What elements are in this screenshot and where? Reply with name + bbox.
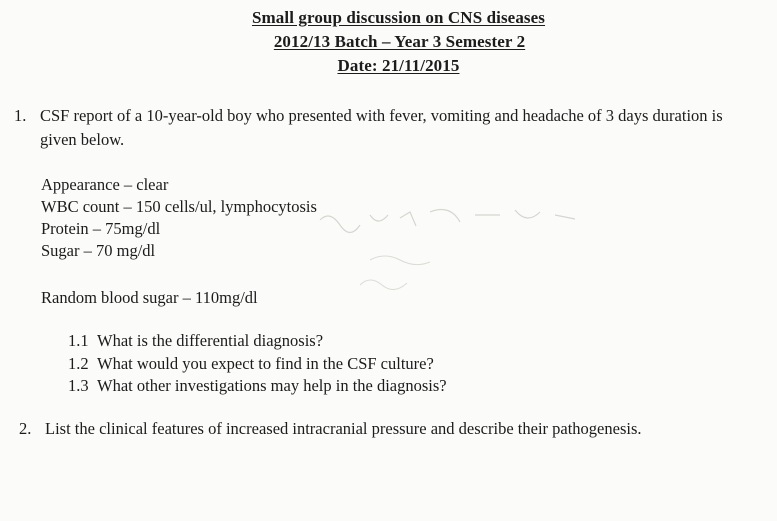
batch-line: 2012/13 Batch – Year 3 Semester 2 (273, 32, 526, 51)
subquestion-1-3 (68, 375, 447, 398)
subquestion-1-2 (68, 353, 447, 376)
finding-protein: Protein – 75mg/dl (41, 219, 161, 238)
question-1-number: 1. (14, 106, 27, 125)
subquestion-number: 1.2 (68, 353, 89, 373)
subquestions-list (68, 330, 447, 398)
bleed-through-marks (300, 200, 600, 300)
subquestion-text: What would you expect to find in the CSF culture? (97, 353, 434, 373)
title-line: Small group discussion on CNS diseases (251, 8, 546, 27)
subquestion-text: What other investigations may help in the diagnosis? (97, 376, 447, 395)
subquestion-number: 1.3 (68, 376, 89, 395)
finding-wbc-count: WBC count – 150 cells/ul, lymphocytosis (41, 197, 317, 216)
random-blood-sugar: Random blood sugar – 110mg/dl (41, 288, 258, 307)
question-2 (19, 417, 642, 441)
csf-findings (41, 174, 317, 262)
question-2-number: 2. (19, 419, 32, 438)
date-line: Date: 21/11/2015 (337, 56, 460, 75)
finding-appearance: Appearance – clear (41, 175, 169, 194)
subquestion-number: 1.1 (68, 331, 89, 350)
question-1-text: CSF report of a 10-year-old boy who presented with fever, vomiting and headache of 3 days duration is given below. (40, 106, 723, 149)
finding-sugar: Sugar – 70 mg/dl (41, 241, 156, 260)
subquestion-text: What is the differential diagnosis? (97, 331, 324, 350)
subquestion-1-1 (68, 330, 447, 353)
question-2-text: List the clinical features of increased intracranial pressure and describe their pathogenesis. (45, 419, 642, 438)
document-header (0, 6, 777, 78)
question-1 (14, 104, 754, 152)
